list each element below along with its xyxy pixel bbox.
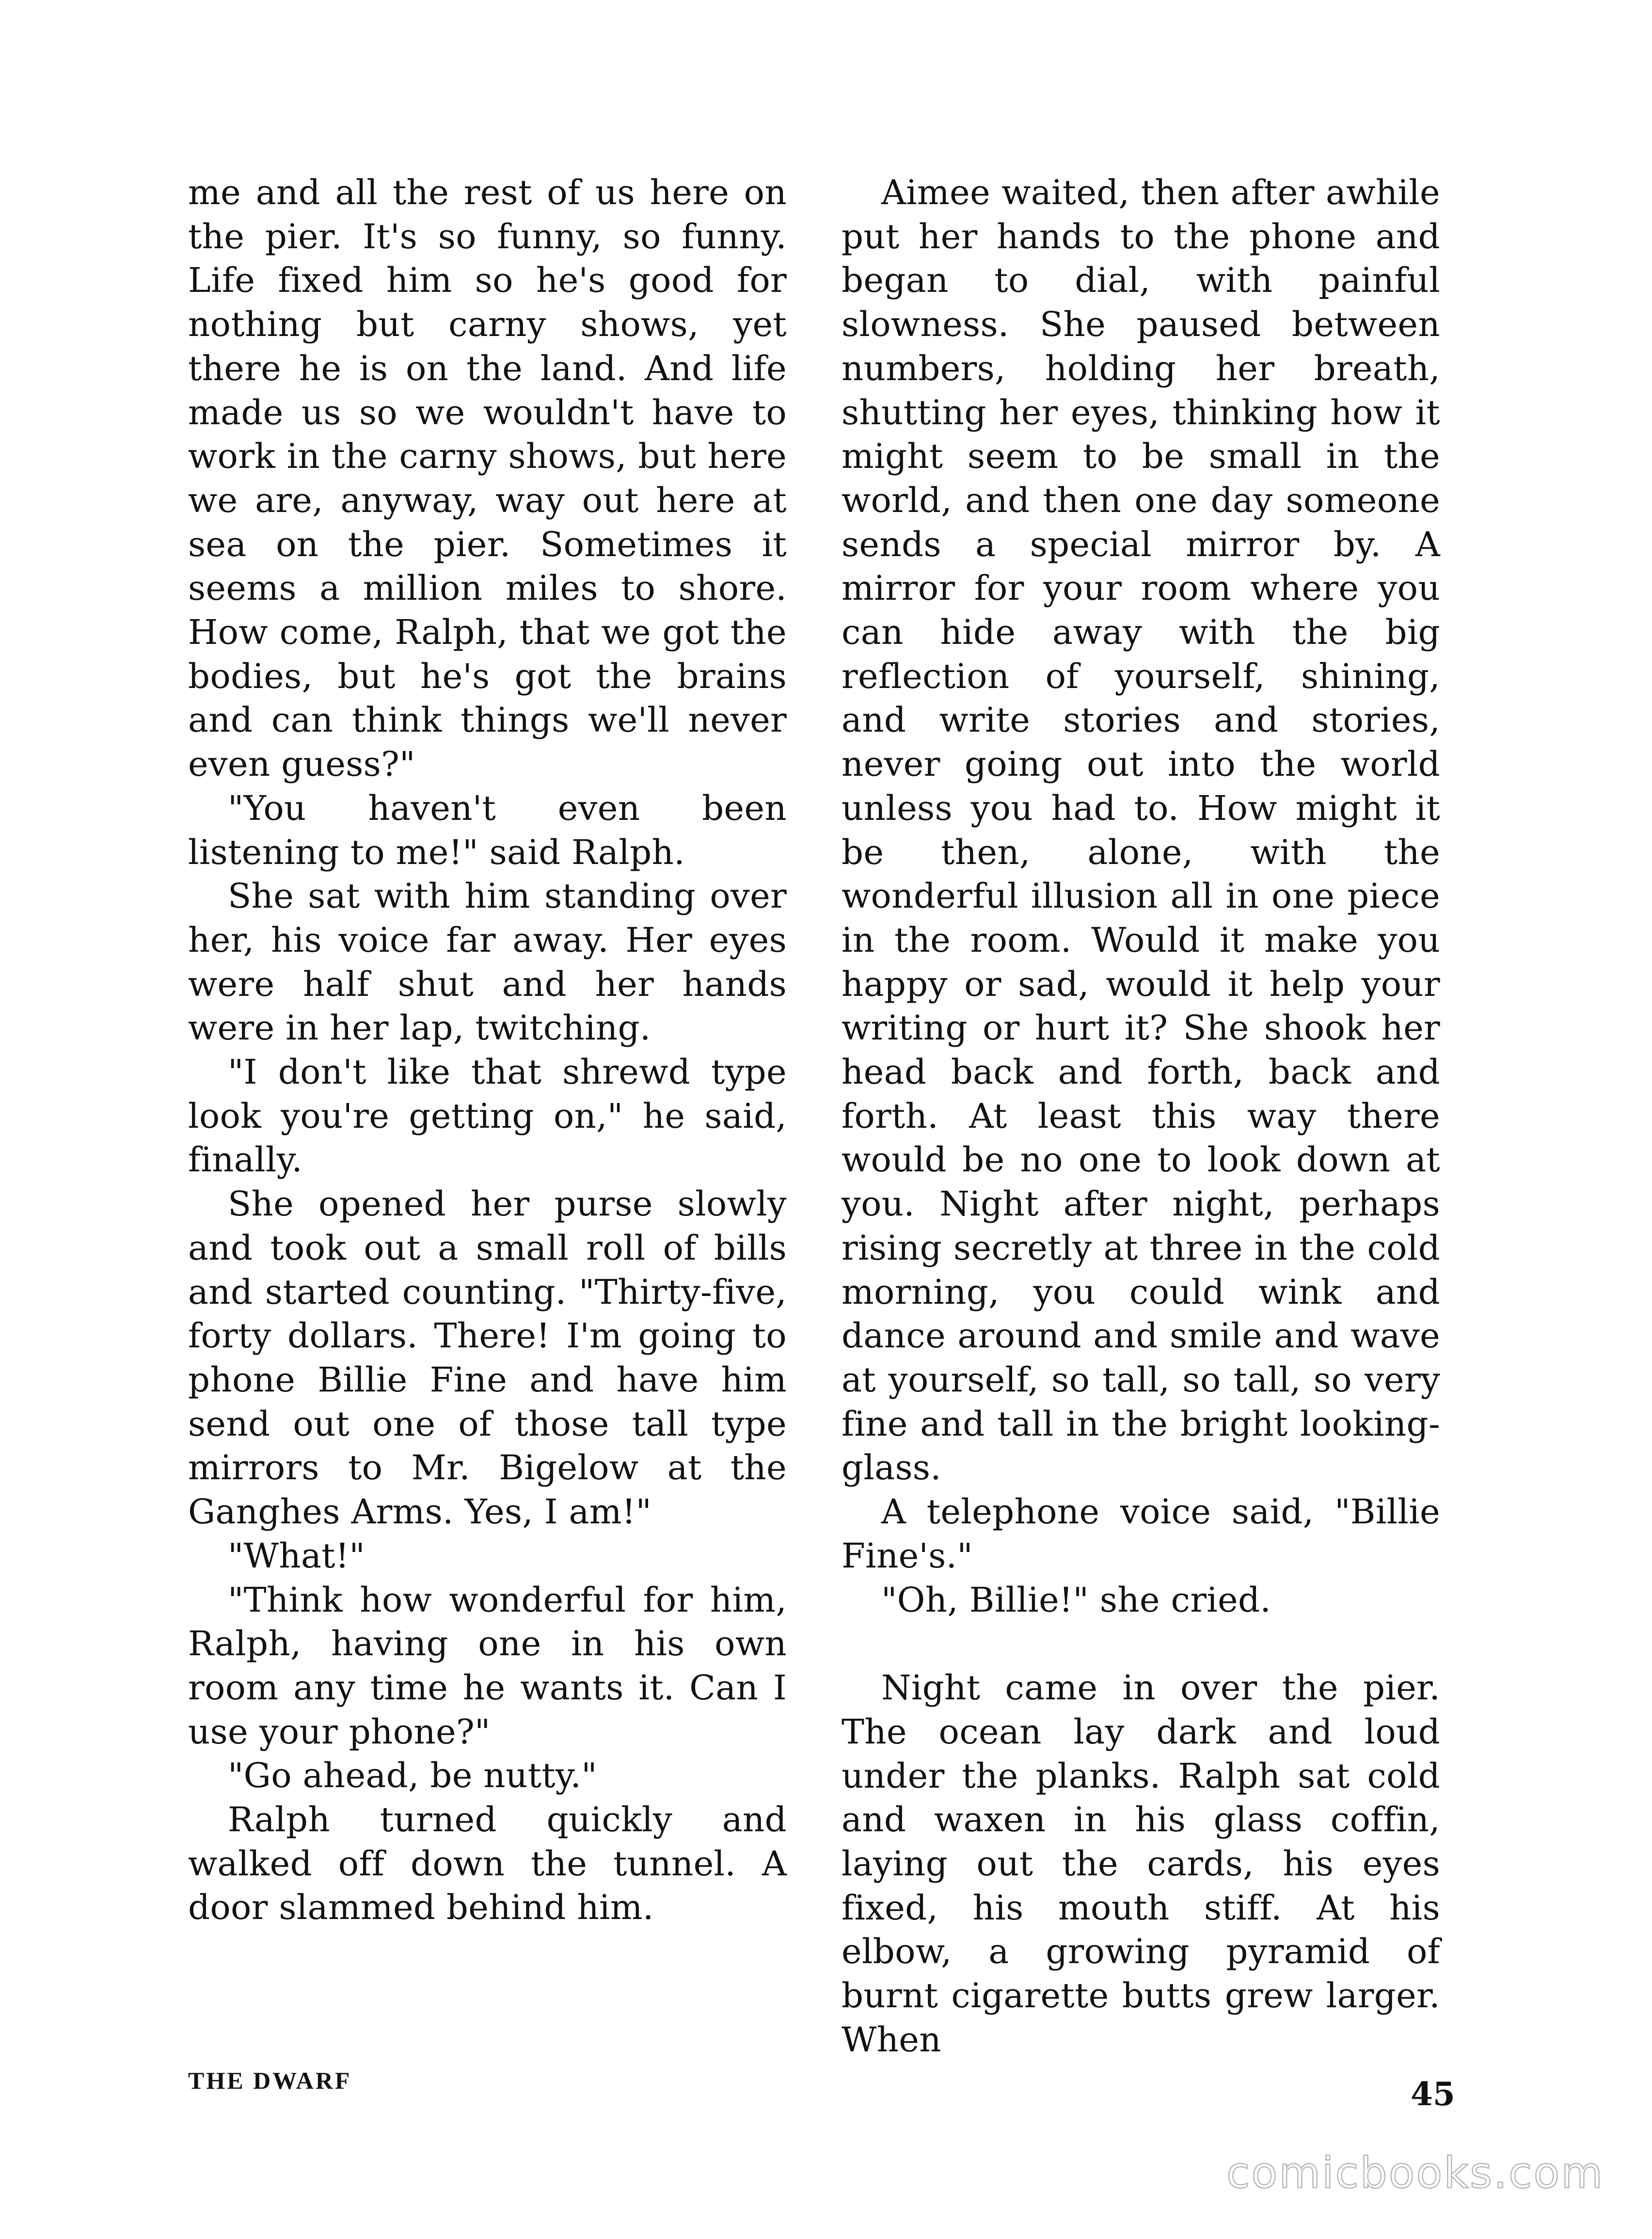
paragraph: "You haven't even been listening to me!" said Ralph. bbox=[188, 788, 787, 872]
text-column-left bbox=[188, 171, 787, 1930]
paragraph: "Go ahead, be nutty." bbox=[228, 1756, 597, 1796]
paragraph: She sat with him standing over her, his voice far away. Her eyes were half shut and her hands were in her lap, twitching. bbox=[188, 876, 787, 1048]
paragraph: "Think how wonderful for him, Ralph, having one in his own room any time he wants it. Can I use your phone?" bbox=[188, 1580, 787, 1752]
section-break bbox=[842, 1622, 1440, 1666]
paragraph: "Oh, Billie!" she cried. bbox=[881, 1580, 1271, 1620]
watermark: comicbooks.com bbox=[1226, 2148, 1604, 2198]
paragraph: A telephone voice said, "Billie Fine's." bbox=[842, 1492, 1440, 1576]
page-number: 45 bbox=[1411, 2075, 1455, 2113]
paragraph: Ralph turned quickly and walked off down the tunnel. A door slammed behind him. bbox=[188, 1800, 787, 1928]
paragraph: "What!" bbox=[228, 1535, 365, 1576]
running-title: THE DWARF bbox=[188, 2067, 352, 2094]
paragraph: Aimee waited, then after awhile put her hands to the phone and began to dial, with painful slowness. She paused between numbers, holding her breath, shutting her eyes, thinking how it might seem to be small in the world, and then one day someone sends a special mirror by. A mirror for your room where you can hide away with the big reflection of yourself, shining, and write stories and stories, never going out into the world unless you had to. How might it be then, alone, with the wonderful illusion all in one piece in the room. Would it make you happy or sad, would it help your writing or hurt it? She shook her head back and forth, back and forth. At least this way there would be no one to look down at you. Night after night, perhaps rising secretly at three in the cold morning, you could wink and dance around and smile and wave at yourself, so tall, so tall, so very fine and tall in the bright looking-glass. bbox=[842, 173, 1440, 1488]
paragraph: me and all the rest of us here on the pier. It's so funny, so funny. Life fixed him so he's good for nothing but carny shows, yet there he is on the land. And life made us so we wouldn't have to work in the carny shows, but here we are, anyway, way out here at sea on the pier. Sometimes it seems a million miles to shore. How come, Ralph, that we got the bodies, but he's got the brains and can think things we'll never even guess?" bbox=[188, 173, 787, 784]
paragraph: "I don't like that shrewd type look you're getting on," he said, finally. bbox=[188, 1052, 787, 1180]
paragraph: Night came in over the pier. The ocean lay dark and loud under the planks. Ralph sat cold and waxen in his glass coffin, laying out the cards, his eyes fixed, his mouth stiff. At his elbow, a growing pyramid of burnt cigarette butts grew larger. When bbox=[842, 1668, 1440, 2060]
paragraph: She opened her purse slowly and took out a small roll of bills and started counting. "Thirty-five, forty dollars. There! I'm going to phone Billie Fine and have him send out one of those tall type mirrors to Mr. Bigelow at the Ganghes Arms. Yes, I am!" bbox=[188, 1184, 787, 1532]
text-column-right bbox=[842, 171, 1440, 2062]
